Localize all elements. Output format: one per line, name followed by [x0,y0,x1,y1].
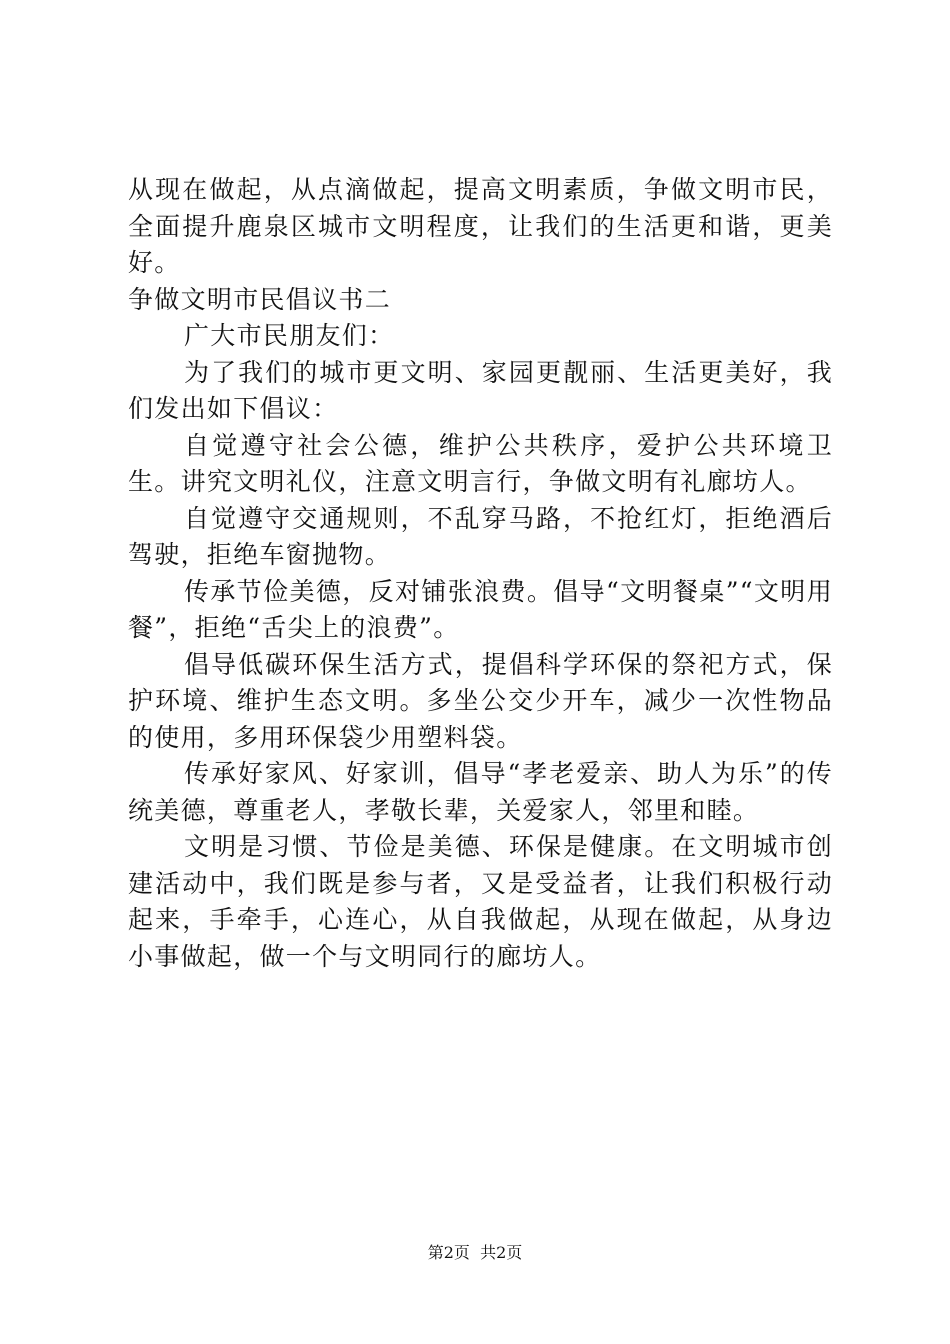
document-body [128,172,833,975]
page-number-label: 第2页 共2页 [427,1243,523,1262]
paragraph-proposal-intro: 为了我们的城市更文明、家园更靓丽、生活更美好，我们发出如下倡议： [128,357,833,423]
page-footer [0,1243,950,1263]
section-title: 争做文明市民倡议书二 [128,284,392,314]
paragraph-closing: 文明是习惯、节俭是美德、环保是健康。在文明城市创建活动中，我们既是参与者，又是受益者，让我们积极行动起来，手牵手，心连心，从自我做起，从现在做起，从身边小事做起，做一个与文明同行的廊坊人。 [128,832,833,971]
salutation: 广大市民朋友们： [184,321,395,350]
paragraph-family-values: 传承好家风、好家训，倡导“孝老爱亲、助人为乐”的传统美德，尊重老人，孝敬长辈，关爱家人，邻里和睦。 [128,759,833,825]
paragraph-public-morals: 自觉遵守社会公德，维护公共秩序，爱护公共环境卫生。讲究文明礼仪，注意文明言行，争做文明有礼廊坊人。 [128,430,833,496]
paragraph-traffic-rules: 自觉遵守交通规则，不乱穿马路，不抢红灯，拒绝酒后驾驶，拒绝车窗抛物。 [128,503,833,569]
paragraph-low-carbon: 倡导低碳环保生活方式，提倡科学环保的祭祀方式，保护环境、维护生态文明。多坐公交少开车，减少一次性物品的使用，多用环保袋少用塑料袋。 [128,649,833,752]
paragraph-intro-continued: 从现在做起，从点滴做起，提高文明素质，争做文明市民，全面提升鹿泉区城市文明程度，让我们的生活更和谐，更美好。 [128,175,833,277]
paragraph-thrift: 传承节俭美德，反对铺张浪费。倡导“文明餐桌”“文明用餐”，拒绝“舌尖上的浪费”。 [128,576,833,642]
